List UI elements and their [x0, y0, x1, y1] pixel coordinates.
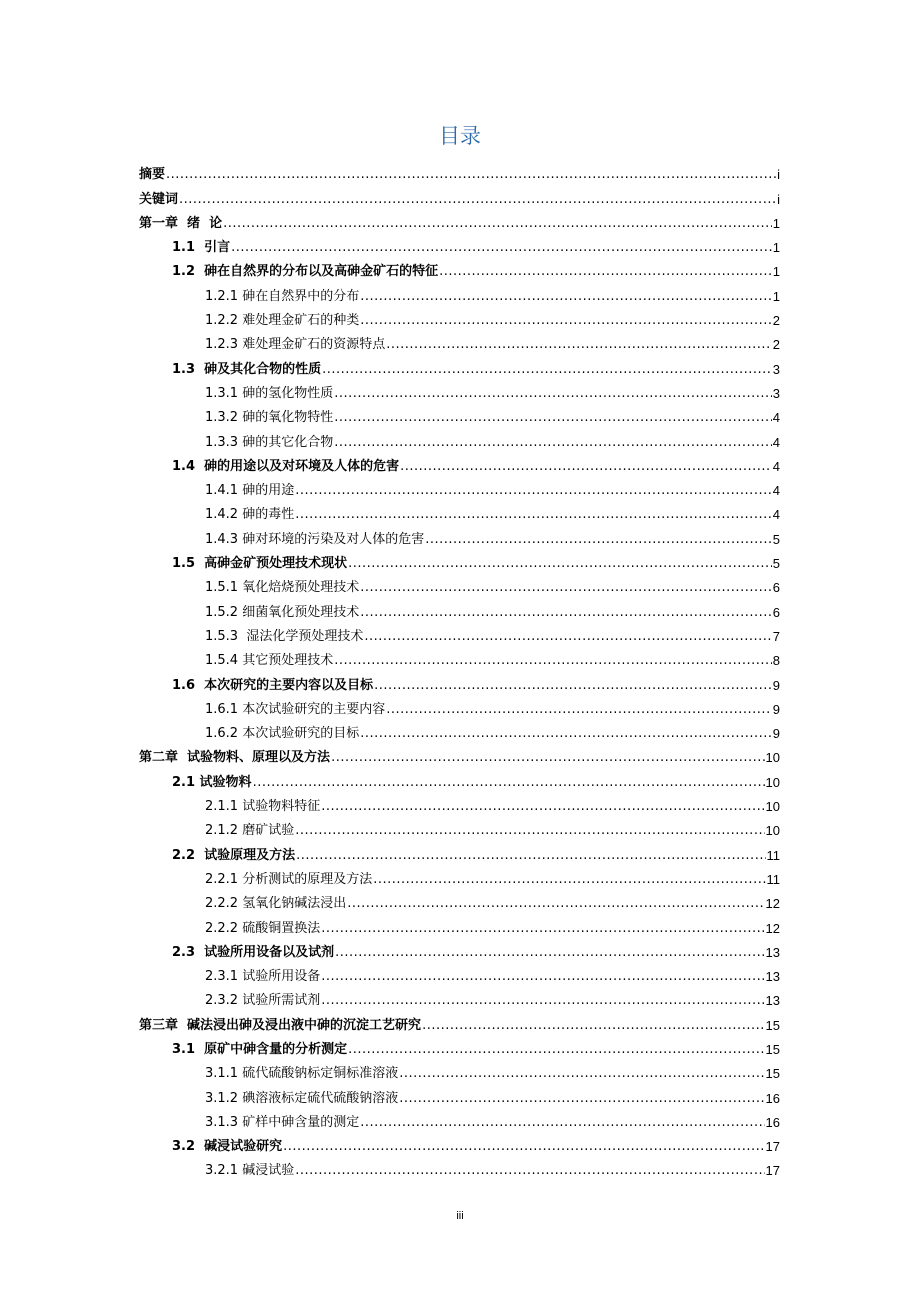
toc-entry-page: 12: [765, 896, 780, 912]
toc-entry[interactable]: [139, 962, 780, 986]
toc-entry-label: 3.1.3 矿样中砷含量的测定: [205, 1114, 360, 1130]
toc-entry-page: 13: [765, 969, 780, 985]
toc-leader-dots: [179, 191, 776, 209]
toc-entry[interactable]: [139, 573, 780, 597]
toc-entry-label: 3.1.1 硫代硫酸钠标定铜标准溶液: [205, 1066, 399, 1082]
toc-entry-label: 2.3.2 试验所需试剂: [205, 993, 321, 1009]
toc-entry-label: 1.3 砷及其化合物的性质: [172, 361, 322, 377]
toc-entry-page: 5: [772, 556, 780, 572]
toc-entry-label: 1.4.2 砷的毒性: [205, 507, 295, 523]
toc-leader-dots: [422, 1017, 764, 1035]
toc-entry-label: 2.2 试验原理及方法: [172, 847, 296, 863]
toc-leader-dots: [321, 920, 764, 938]
toc-entry-page: 11: [766, 847, 780, 863]
toc-leader-dots: [360, 604, 772, 622]
toc-entry-label: 2.1.2 磨矿试验: [205, 823, 295, 839]
toc-entry-page: 6: [772, 604, 780, 620]
toc-leader-dots: [322, 361, 772, 379]
toc-entry[interactable]: [139, 1059, 780, 1083]
toc-entry[interactable]: [139, 695, 780, 719]
toc-entry[interactable]: [139, 792, 780, 816]
toc-leader-dots: [166, 166, 776, 184]
toc-leader-dots: [295, 482, 772, 500]
toc-entry-page: 3: [772, 361, 780, 377]
toc-entry[interactable]: [139, 865, 780, 889]
toc-entry-page: 6: [772, 580, 780, 596]
toc-leader-dots: [295, 1162, 764, 1180]
toc-leader-dots: [295, 822, 764, 840]
toc-leader-dots: [360, 312, 772, 330]
toc-entry[interactable]: [139, 427, 780, 451]
toc-entry[interactable]: [139, 938, 780, 962]
toc-entry-label: 1.4 砷的用途以及对环境及人体的危害: [172, 458, 400, 474]
toc-entry[interactable]: [139, 889, 780, 913]
toc-entry[interactable]: [139, 306, 780, 330]
toc-entry-page: 10: [765, 774, 780, 790]
toc-entry-page: 8: [772, 653, 780, 669]
toc-entry-label: 1.5.3 湿法化学预处理技术: [205, 628, 364, 644]
toc-entry-label: 1.1 引言: [172, 240, 231, 256]
page-title: 目录: [439, 124, 481, 148]
toc-leader-dots: [296, 847, 765, 865]
toc-entry-label: 关键词: [139, 191, 179, 207]
toc-entry-label: 1.3.1 砷的氢化物性质: [205, 385, 334, 401]
toc-entry-page: 4: [772, 507, 780, 523]
toc-entry[interactable]: [139, 622, 780, 646]
toc-entry-label: 2.3.1 试验所用设备: [205, 969, 321, 985]
toc-entry-page: 7: [772, 628, 780, 644]
toc-entry-label: 2.3 试验所用设备以及试剂: [172, 944, 335, 960]
toc-leader-dots: [425, 531, 772, 549]
table-of-contents: [139, 160, 780, 1180]
toc-entry[interactable]: [139, 816, 780, 840]
toc-leader-dots: [223, 215, 772, 233]
toc-entry[interactable]: [139, 379, 780, 403]
toc-leader-dots: [334, 434, 772, 452]
toc-entry[interactable]: [139, 233, 780, 257]
toc-leader-dots: [364, 628, 771, 646]
toc-entry[interactable]: [139, 840, 780, 864]
toc-leader-dots: [231, 239, 772, 257]
toc-entry-label: 第二章 试验物料、原理以及方法: [139, 750, 331, 766]
toc-entry[interactable]: [139, 184, 780, 208]
toc-leader-dots: [334, 385, 772, 403]
toc-entry-page: 4: [772, 458, 780, 474]
toc-entry[interactable]: [139, 1132, 780, 1156]
toc-entry-label: 1.5.2 细菌氧化预处理技术: [205, 604, 360, 620]
toc-entry-label: 1.2.2 难处理金矿石的种类: [205, 313, 360, 329]
toc-leader-dots: [347, 895, 764, 913]
toc-entry-page: 15: [765, 1041, 780, 1057]
toc-entry[interactable]: [139, 719, 780, 743]
toc-leader-dots: [321, 798, 764, 816]
toc-leader-dots: [283, 1138, 764, 1156]
toc-entry-page: 12: [765, 920, 780, 936]
toc-entry[interactable]: [139, 646, 780, 670]
toc-entry-page: 16: [765, 1114, 780, 1130]
toc-entry-page: 10: [765, 750, 780, 766]
toc-entry[interactable]: [139, 670, 780, 694]
toc-entry-label: 1.3.3 砷的其它化合物: [205, 434, 334, 450]
toc-entry-page: 16: [765, 1090, 780, 1106]
toc-entry-page: i: [777, 191, 780, 207]
toc-entry[interactable]: [139, 1035, 780, 1059]
toc-entry-label: 2.2.2 氢氧化钠碱法浸出: [205, 896, 347, 912]
toc-entry[interactable]: [139, 1010, 780, 1034]
toc-entry-page: 2: [772, 313, 780, 329]
toc-entry-label: 1.6.1 本次试验研究的主要内容: [205, 701, 386, 717]
toc-entry-label: 1.5 高砷金矿预处理技术现状: [172, 556, 348, 572]
toc-entry-label: 1.5.1 氧化焙烧预处理技术: [205, 580, 360, 596]
toc-leader-dots: [334, 409, 772, 427]
toc-entry-label: 2.1.1 试验物料特征: [205, 799, 321, 815]
toc-entry-label: 2.2.2 硫酸铜置换法: [205, 920, 321, 936]
toc-entry-label: 1.6 本次研究的主要内容以及目标: [172, 677, 374, 693]
toc-entry-label: 1.4.1 砷的用途: [205, 483, 295, 499]
toc-leader-dots: [386, 336, 772, 354]
toc-entry[interactable]: [139, 524, 780, 548]
toc-entry-page: 17: [765, 1139, 780, 1155]
toc-entry[interactable]: [139, 476, 780, 500]
toc-entry-page: 1: [772, 240, 780, 256]
toc-leader-dots: [335, 944, 764, 962]
toc-entry[interactable]: [139, 1083, 780, 1107]
toc-entry-page: 1: [772, 288, 780, 304]
toc-entry-label: 第一章 绪 论: [139, 215, 223, 231]
toc-entry[interactable]: [139, 281, 780, 305]
toc-entry-label: 3.2 碱浸试验研究: [172, 1139, 283, 1155]
toc-leader-dots: [360, 288, 772, 306]
toc-entry-label: 2.1 试验物料: [172, 774, 252, 790]
toc-leader-dots: [334, 652, 772, 670]
toc-leader-dots: [399, 1065, 764, 1083]
toc-leader-dots: [386, 701, 772, 719]
toc-leader-dots: [360, 579, 772, 597]
toc-entry-page: 4: [772, 483, 780, 499]
toc-entry-page: i: [777, 167, 780, 183]
toc-entry-page: 1: [772, 264, 780, 280]
toc-entry[interactable]: [139, 209, 780, 233]
page-number: iii: [456, 1210, 464, 1222]
toc-entry[interactable]: [139, 597, 780, 621]
toc-entry-label: 1.3.2 砷的氧化物特性: [205, 410, 334, 426]
toc-entry-page: 11: [766, 871, 780, 887]
toc-entry-page: 10: [765, 799, 780, 815]
toc-entry[interactable]: [139, 330, 780, 354]
toc-leader-dots: [253, 774, 765, 792]
toc-entry-label: 3.1 原矿中砷含量的分析测定: [172, 1041, 348, 1057]
toc-entry[interactable]: [139, 1108, 780, 1132]
toc-entry[interactable]: [139, 257, 780, 281]
toc-entry[interactable]: [139, 452, 780, 476]
toc-leader-dots: [373, 871, 765, 889]
toc-entry-label: 摘要: [139, 167, 166, 183]
toc-entry-page: 15: [765, 1017, 780, 1033]
toc-leader-dots: [331, 749, 764, 767]
toc-entry-label: 3.2.1 碱浸试验: [205, 1163, 295, 1179]
toc-leader-dots: [348, 1041, 764, 1059]
toc-entry[interactable]: [139, 403, 780, 427]
toc-entry[interactable]: [139, 743, 780, 767]
toc-entry-page: 17: [765, 1163, 780, 1179]
toc-entry-page: 9: [772, 726, 780, 742]
toc-entry-page: 10: [765, 823, 780, 839]
toc-entry-label: 3.1.2 碘溶液标定硫代硫酸钠溶液: [205, 1090, 399, 1106]
toc-entry-page: 15: [765, 1066, 780, 1082]
toc-entry[interactable]: [139, 913, 780, 937]
toc-entry-page: 9: [772, 701, 780, 717]
toc-entry-page: 13: [765, 993, 780, 1009]
toc-leader-dots: [399, 1090, 764, 1108]
toc-leader-dots: [374, 677, 772, 695]
toc-entry-label: 1.4.3 砷对环境的污染及对人体的危害: [205, 531, 425, 547]
toc-entry[interactable]: [139, 986, 780, 1010]
toc-entry-page: 2: [772, 337, 780, 353]
toc-entry-page: 5: [772, 531, 780, 547]
toc-entry-label: 1.2 砷在自然界的分布以及高砷金矿石的特征: [172, 264, 439, 280]
toc-entry[interactable]: [139, 1156, 780, 1180]
toc-entry[interactable]: [139, 549, 780, 573]
toc-entry-label: 2.2.1 分析测试的原理及方法: [205, 871, 373, 887]
toc-leader-dots: [360, 725, 772, 743]
toc-entry-label: 1.6.2 本次试验研究的目标: [205, 726, 360, 742]
toc-entry-page: 3: [772, 385, 780, 401]
toc-entry-label: 1.2.1 砷在自然界中的分布: [205, 288, 360, 304]
toc-entry-label: 第三章 碱法浸出砷及浸出液中砷的沉淀工艺研究: [139, 1017, 422, 1033]
toc-leader-dots: [295, 506, 772, 524]
toc-leader-dots: [348, 555, 772, 573]
toc-entry-label: 1.2.3 难处理金矿石的资源特点: [205, 337, 386, 353]
toc-entry-page: 1: [772, 215, 780, 231]
toc-leader-dots: [400, 458, 772, 476]
toc-entry-page: 4: [772, 410, 780, 426]
toc-entry[interactable]: [139, 354, 780, 378]
toc-leader-dots: [360, 1114, 764, 1132]
toc-entry-label: 1.5.4 其它预处理技术: [205, 653, 334, 669]
toc-entry-page: 4: [772, 434, 780, 450]
toc-leader-dots: [321, 992, 764, 1010]
toc-leader-dots: [321, 968, 764, 986]
toc-entry[interactable]: [139, 767, 780, 791]
toc-entry-page: 13: [765, 944, 780, 960]
toc-entry[interactable]: [139, 500, 780, 524]
toc-leader-dots: [439, 263, 772, 281]
toc-entry[interactable]: [139, 160, 780, 184]
toc-entry-page: 9: [772, 677, 780, 693]
